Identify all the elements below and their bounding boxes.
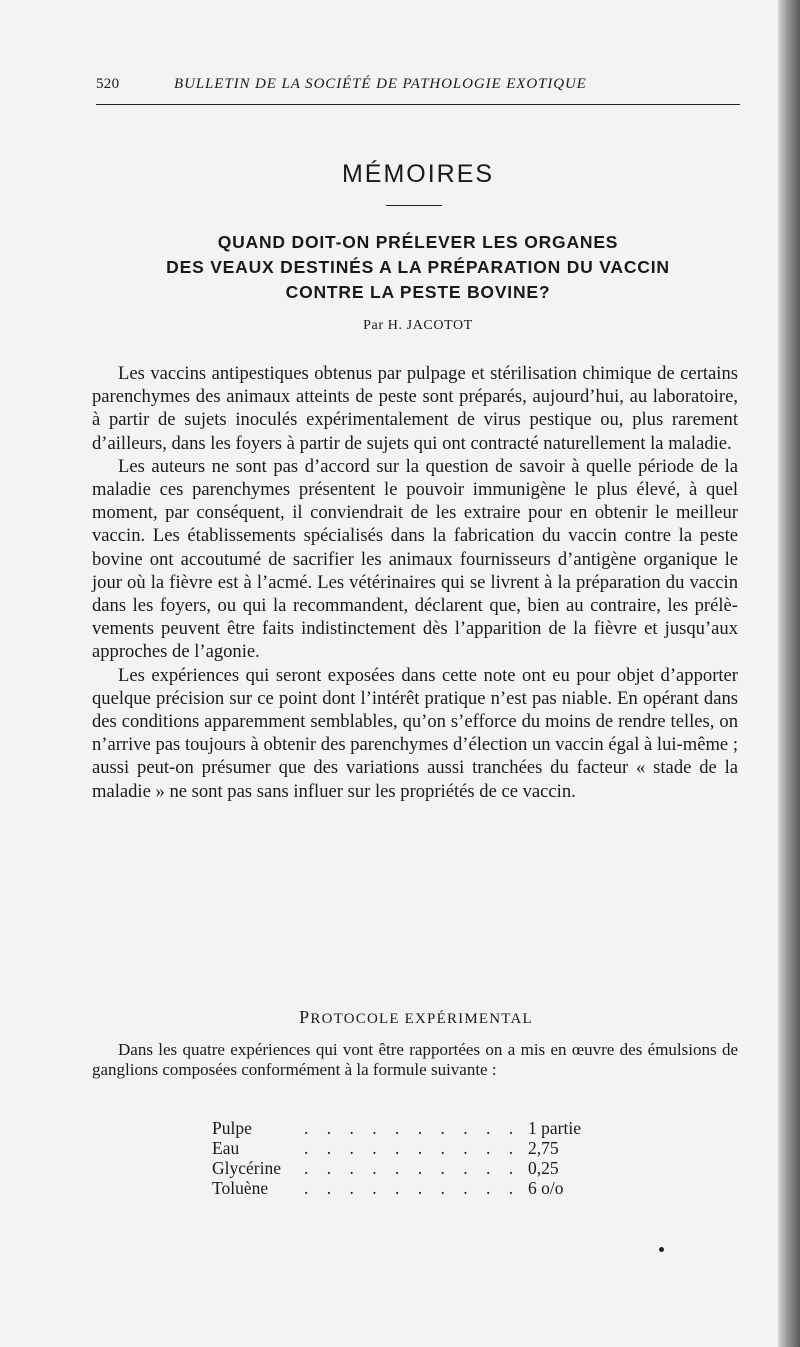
leader-dots: . . . . . . . . . . (304, 1158, 521, 1178)
section-divider (386, 205, 442, 206)
formula-row (212, 1118, 632, 1138)
ingredient-name: Pulpe (212, 1118, 252, 1138)
subsection-heading (96, 1007, 736, 1028)
paragraph: Les expériences qui seront exposées dans cette note ont eu pour objet d’apporter quelque précision sur ce point dont l’intérêt pratique n’est pas niable. En opérant dans des conditions apparemment semblables, qu’on s’efforce du moins de rendre telles, on n’arrive pas toujours à obtenir des parenchymes d’élection un vaccin égal à lui-même ; aussi peut-on présumer que des variations aussi tranchées du facteur « stade de la maladie » ne sont pas sans influer sur les propriétés de ce vaccin. (92, 664, 738, 802)
ingredient-name: Glycérine (212, 1158, 281, 1178)
paragraph: Les vaccins antipestiques obtenus par pulpage et stérilisation chimique de certains parenchymes des animaux atteints de peste sont préparés, aujourd’hui, au laboratoire, à partir de sujets inoculés expérimentalement de virus pestique ou, plus rarement d’ailleurs, dans les foyers à partir de sujets qui ont contracté naturellement la maladie. (92, 363, 738, 454)
ingredient-quantity: 2,75 (528, 1138, 559, 1158)
header-rule (96, 104, 740, 105)
formula-row (212, 1138, 632, 1158)
page-number: 520 (96, 76, 120, 92)
title-line: CONTRE LA PESTE BOVINE? (285, 282, 551, 302)
article-title (96, 230, 740, 305)
protocol-paragraph: Dans les quatre expériences qui vont être rapportées on a mis en œuvre des émulsions de ganglions composées conformément à la formule suivante : (92, 1040, 738, 1079)
ink-speck (659, 1247, 664, 1252)
formula-row (212, 1178, 632, 1198)
formula-row (212, 1158, 632, 1178)
article-body (92, 362, 738, 803)
author-byline: Par H. JACOTOT (363, 318, 473, 333)
paragraph: Les auteurs ne sont pas d’accord sur la question de savoir à quelle période de la maladie ces parenchymes présentent le pouvoir immunigène le plus élevé, à quel moment, par conséquent, il conviendrait de les extraire pour en obtenir le meilleur vaccin. Les établissements spécialisés dans la fabrication du vaccin contre la peste bovine ont accoutumé de sacrifier les animaux fournisseurs d’antigène organique le jour où la fièvre est à l’acmé. Les vétérinaires qui se livrent à la préparation du vaccin dans les foyers, ou qui la recommandent, déclarent que, bien au contraire, les prélèvements peuvent être faits indistinctement dès l’apparition de la fièvre et jusqu’aux approches de l’agonie. (92, 455, 738, 663)
page-binding-edge (778, 0, 800, 1347)
subheading-rest: ROTOCOLE EXPÉRIMENTAL (310, 1011, 533, 1027)
leader-dots: . . . . . . . . . . (304, 1138, 521, 1158)
title-line: QUAND DOIT-ON PRÉLEVER LES ORGANES (217, 232, 619, 252)
section-heading: MÉMOIRES (341, 160, 495, 188)
subheading-initial: P (299, 1007, 311, 1027)
formula-table (212, 1118, 632, 1198)
ingredient-name: Eau (212, 1138, 240, 1158)
ingredient-quantity: 6 o/o (528, 1178, 564, 1198)
leader-dots: . . . . . . . . . . (304, 1118, 521, 1138)
ingredient-name: Toluène (212, 1178, 269, 1198)
ingredient-quantity: 0,25 (528, 1158, 559, 1178)
leader-dots: . . . . . . . . . . (304, 1178, 521, 1198)
running-title: BULLETIN DE LA SOCIÉTÉ DE PATHOLOGIE EXOTIQUE (174, 76, 587, 92)
title-line: DES VEAUX DESTINÉS A LA PRÉPARATION DU VACCIN (166, 257, 670, 277)
ingredient-quantity: 1 partie (528, 1118, 581, 1138)
